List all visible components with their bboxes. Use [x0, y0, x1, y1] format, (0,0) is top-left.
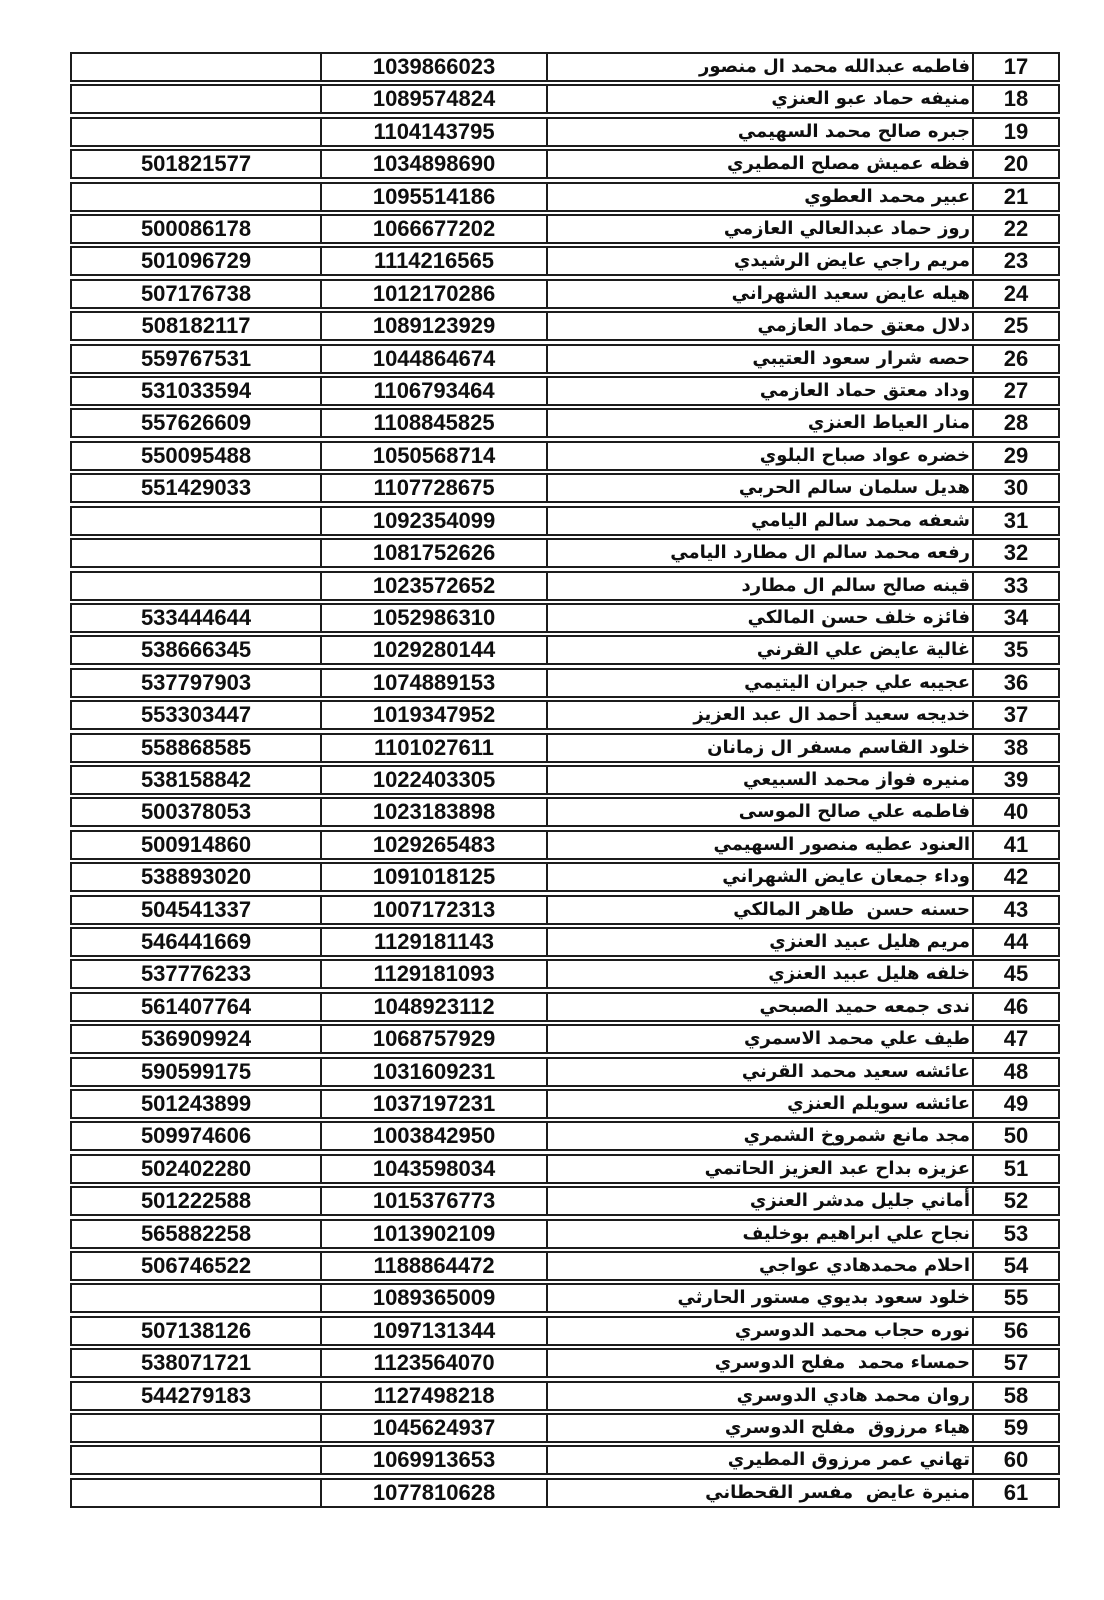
phone-number-cell: 509974606 [72, 1123, 322, 1149]
name-cell: عائشه سعيد محمد القرني [548, 1059, 974, 1085]
id-number-cell: 1097131344 [322, 1318, 548, 1344]
table-row [70, 959, 1060, 989]
name-cell: قينه صالح سالم ال مطارد [548, 573, 974, 599]
table-row [70, 571, 1060, 601]
row-number-cell: 53 [1003, 1220, 1029, 1246]
id-number-cell: 1107728675 [322, 475, 548, 501]
row-number-cell: 22 [1003, 216, 1029, 242]
id-number-cell: 1023572652 [322, 573, 548, 599]
name-cell: نجاح علي ابراهيم بوخليف [548, 1221, 974, 1247]
id-number-cell: 1129181143 [322, 929, 548, 955]
name-cell: منار العياط العنزي [548, 410, 974, 436]
row-number-cell: 60 [1003, 1447, 1029, 1473]
id-number-cell: 1108845825 [322, 410, 548, 436]
names-roster-table [70, 52, 1060, 1508]
table-row [70, 182, 1060, 212]
phone-number-cell: 501096729 [72, 248, 322, 274]
row-number-cell: 32 [1003, 540, 1029, 566]
row-number-cell: 38 [1003, 734, 1029, 760]
id-number-cell: 1048923112 [322, 994, 548, 1020]
phone-number-cell: 533444644 [72, 605, 322, 631]
name-cell: خلفه هليل عبيد العنزي [548, 961, 974, 987]
id-number-cell: 1029280144 [322, 637, 548, 663]
phone-number-cell: 544279183 [72, 1383, 322, 1409]
table-row [70, 84, 1060, 114]
name-cell: دلال معتق حماد العازمي [548, 313, 974, 339]
phone-number-cell [72, 1447, 322, 1473]
phone-number-cell: 538666345 [72, 637, 322, 663]
id-number-cell: 1089123929 [322, 313, 548, 339]
id-number-cell: 1104143795 [322, 119, 548, 145]
table-row [70, 1121, 1060, 1151]
table-row [70, 1024, 1060, 1054]
id-number-cell: 1013902109 [322, 1221, 548, 1247]
name-cell: فاطمه علي صالح الموسى [548, 799, 974, 825]
phone-number-cell: 536909924 [72, 1026, 322, 1052]
name-cell: خديجه سعيد أحمد ال عبد العزيز [548, 702, 974, 728]
phone-number-cell [72, 573, 322, 599]
row-number-cell: 39 [1003, 766, 1029, 792]
id-number-cell: 1089365009 [322, 1285, 548, 1311]
id-number-cell: 1092354099 [322, 508, 548, 534]
id-number-cell: 1101027611 [322, 735, 548, 761]
row-number-cell: 52 [1003, 1188, 1029, 1214]
table-row [70, 506, 1060, 536]
table-row [70, 1154, 1060, 1184]
id-number-cell: 1044864674 [322, 346, 548, 372]
phone-number-cell: 590599175 [72, 1059, 322, 1085]
row-number-cell: 49 [1003, 1091, 1029, 1116]
name-cell: فائزه خلف حسن المالكي [548, 605, 974, 631]
table-row [70, 538, 1060, 568]
name-cell: عجيبه علي جبران اليتيمي [548, 670, 974, 696]
row-number-cell: 34 [1003, 604, 1029, 630]
phone-number-cell [72, 540, 322, 566]
name-cell: منيره فواز محمد السبيعي [548, 767, 974, 793]
table-row [70, 733, 1060, 763]
name-cell: وداء جمعان عايض الشهراني [548, 864, 974, 890]
id-number-cell: 1089574824 [322, 86, 548, 112]
id-number-cell: 1029265483 [322, 832, 548, 858]
name-cell: عبير محمد العطوي [548, 184, 974, 210]
table-row [70, 117, 1060, 147]
phone-number-cell: 501222588 [72, 1188, 322, 1214]
table-row [70, 149, 1060, 179]
table-row [70, 246, 1060, 276]
name-cell: العنود عطيه منصور السهيمي [548, 832, 974, 858]
phone-number-cell: 537776233 [72, 961, 322, 987]
row-number-cell: 42 [1003, 864, 1029, 890]
name-cell: حسنه حسن طاهر المالكي [548, 897, 974, 923]
id-number-cell: 1034898690 [322, 151, 548, 177]
table-row [70, 765, 1060, 795]
phone-number-cell [72, 119, 322, 145]
row-number-cell: 30 [1003, 475, 1029, 501]
phone-number-cell: 559767531 [72, 346, 322, 372]
row-number-cell: 43 [1003, 896, 1029, 922]
phone-number-cell [72, 508, 322, 534]
table-row [70, 1251, 1060, 1281]
id-number-cell: 1052986310 [322, 605, 548, 631]
table-row [70, 700, 1060, 730]
phone-number-cell: 501821577 [72, 151, 322, 177]
id-number-cell: 1127498218 [322, 1383, 548, 1409]
table-row [70, 1478, 1060, 1508]
row-number-cell: 36 [1003, 669, 1029, 695]
phone-number-cell: 502402280 [72, 1156, 322, 1182]
row-number-cell: 56 [1003, 1317, 1029, 1343]
table-row [70, 603, 1060, 633]
phone-number-cell: 531033594 [72, 378, 322, 404]
id-number-cell: 1023183898 [322, 799, 548, 825]
table-row [70, 1219, 1060, 1249]
phone-number-cell: 501243899 [72, 1091, 322, 1117]
phone-number-cell: 551429033 [72, 475, 322, 501]
table-row [70, 927, 1060, 957]
row-number-cell: 28 [1003, 410, 1029, 436]
id-number-cell: 1043598034 [322, 1156, 548, 1182]
phone-number-cell: 565882258 [72, 1221, 322, 1247]
phone-number-cell: 500378053 [72, 799, 322, 825]
name-cell: عائشه سويلم العنزي [548, 1091, 974, 1117]
phone-number-cell: 550095488 [72, 443, 322, 469]
phone-number-cell: 507176738 [72, 281, 322, 307]
row-number-cell: 61 [1003, 1479, 1029, 1505]
table-row [70, 635, 1060, 665]
row-number-cell: 29 [1003, 442, 1029, 468]
table-row [70, 992, 1060, 1022]
row-number-cell: 31 [1003, 507, 1029, 533]
phone-number-cell: 537797903 [72, 670, 322, 696]
id-number-cell: 1012170286 [322, 281, 548, 307]
name-cell: جبره صالح محمد السهيمي [548, 119, 974, 145]
id-number-cell: 1123564070 [322, 1350, 548, 1376]
id-number-cell: 1031609231 [322, 1059, 548, 1085]
name-cell: مجد مانع شمروخ الشمري [548, 1123, 974, 1149]
table-row [70, 830, 1060, 860]
id-number-cell: 1003842950 [322, 1123, 548, 1149]
name-cell: أماني جليل مدشر العنزي [548, 1188, 974, 1214]
row-number-cell: 35 [1003, 637, 1029, 663]
phone-number-cell: 538158842 [72, 767, 322, 793]
id-number-cell: 1095514186 [322, 184, 548, 210]
phone-number-cell: 538071721 [72, 1350, 322, 1376]
name-cell: هيله عايض سعيد الشهراني [548, 281, 974, 307]
row-number-cell: 55 [1003, 1285, 1029, 1311]
name-cell: خضره عواد صباح البلوي [548, 443, 974, 469]
table-row [70, 279, 1060, 309]
phone-number-cell: 557626609 [72, 410, 322, 436]
table-row [70, 473, 1060, 503]
name-cell: منيفه حماد عبو العنزي [548, 86, 974, 112]
table-row [70, 344, 1060, 374]
table-row [70, 408, 1060, 438]
table-row [70, 862, 1060, 892]
row-number-cell: 45 [1003, 961, 1029, 987]
table-row [70, 1283, 1060, 1313]
id-number-cell: 1045624937 [322, 1415, 548, 1441]
row-number-cell: 59 [1003, 1415, 1029, 1441]
name-cell: هياء مرزوق مفلح الدوسري [548, 1415, 974, 1441]
id-number-cell: 1114216565 [322, 248, 548, 274]
name-cell: ندى جمعه حميد الصبحي [548, 994, 974, 1020]
row-number-cell: 51 [1003, 1155, 1029, 1181]
phone-number-cell [72, 1415, 322, 1441]
id-number-cell: 1066677202 [322, 216, 548, 242]
phone-number-cell: 538893020 [72, 864, 322, 890]
name-cell: حمساء محمد مفلح الدوسري [548, 1350, 974, 1376]
name-cell: حصه شرار سعود العتيبي [548, 346, 974, 372]
name-cell: مريم هليل عبيد العنزي [548, 929, 974, 955]
table-row [70, 1348, 1060, 1378]
id-number-cell: 1106793464 [322, 378, 548, 404]
name-cell: هديل سلمان سالم الحربي [548, 475, 974, 501]
name-cell: احلام محمدهادي عواجي [548, 1253, 974, 1279]
name-cell: وداد معتق حماد العازمي [548, 378, 974, 404]
phone-number-cell: 558868585 [72, 735, 322, 761]
phone-number-cell: 504541337 [72, 897, 322, 923]
name-cell: شعفه محمد سالم اليامي [548, 508, 974, 534]
row-number-cell: 25 [1003, 313, 1029, 339]
table-row [70, 311, 1060, 341]
name-cell: خلود القاسم مسفر ال زمانان [548, 735, 974, 761]
row-number-cell: 44 [1003, 928, 1029, 954]
phone-number-cell: 553303447 [72, 702, 322, 728]
row-number-cell: 57 [1003, 1350, 1029, 1376]
name-cell: فاطمه عبدالله محمد ال منصور [548, 54, 974, 80]
phone-number-cell [72, 1285, 322, 1311]
table-row [70, 1186, 1060, 1216]
name-cell: منيرة عايض مفسر القحطاني [548, 1480, 974, 1506]
id-number-cell: 1007172313 [322, 897, 548, 923]
phone-number-cell [72, 54, 322, 80]
name-cell: خلود سعود بديوي مستور الحارثي [548, 1285, 974, 1311]
row-number-cell: 40 [1003, 799, 1029, 825]
id-number-cell: 1074889153 [322, 670, 548, 696]
id-number-cell: 1081752626 [322, 540, 548, 566]
phone-number-cell: 561407764 [72, 994, 322, 1020]
row-number-cell: 24 [1003, 280, 1029, 306]
name-cell: تهاني عمر مرزوق المطيري [548, 1447, 974, 1473]
id-number-cell: 1068757929 [322, 1026, 548, 1052]
id-number-cell: 1050568714 [322, 443, 548, 469]
row-number-cell: 27 [1003, 378, 1029, 404]
row-number-cell: 26 [1003, 345, 1029, 371]
phone-number-cell [72, 86, 322, 112]
row-number-cell: 19 [1003, 118, 1029, 144]
name-cell: فظه عميش مصلح المطيري [548, 151, 974, 177]
id-number-cell: 1019347952 [322, 702, 548, 728]
id-number-cell: 1037197231 [322, 1091, 548, 1117]
table-row [70, 1413, 1060, 1443]
phone-number-cell [72, 1480, 322, 1506]
row-number-cell: 58 [1003, 1382, 1029, 1408]
phone-number-cell: 500914860 [72, 832, 322, 858]
row-number-cell: 21 [1003, 183, 1029, 209]
name-cell: روز حماد عبدالعالي العازمي [548, 216, 974, 242]
row-number-cell: 47 [1003, 1026, 1029, 1052]
name-cell: رفعه محمد سالم ال مطارد اليامي [548, 540, 974, 566]
id-number-cell: 1039866023 [322, 54, 548, 80]
table-row [70, 214, 1060, 244]
row-number-cell: 18 [1003, 86, 1029, 112]
row-number-cell: 37 [1003, 702, 1029, 728]
row-number-cell: 23 [1003, 248, 1029, 274]
table-row [70, 52, 1060, 82]
table-row [70, 797, 1060, 827]
phone-number-cell: 508182117 [72, 313, 322, 339]
name-cell: عزيزه بداح عبد العزيز الحاتمي [548, 1156, 974, 1182]
phone-number-cell: 506746522 [72, 1253, 322, 1279]
name-cell: نوره حجاب محمد الدوسري [548, 1318, 974, 1344]
phone-number-cell: 500086178 [72, 216, 322, 242]
id-number-cell: 1069913653 [322, 1447, 548, 1473]
id-number-cell: 1129181093 [322, 961, 548, 987]
table-row [70, 668, 1060, 698]
row-number-cell: 54 [1003, 1253, 1029, 1279]
row-number-cell: 48 [1003, 1058, 1029, 1084]
row-number-cell: 50 [1003, 1123, 1029, 1149]
table-row [70, 1316, 1060, 1346]
name-cell: طيف علي محمد الاسمري [548, 1026, 974, 1052]
row-number-cell: 46 [1003, 993, 1029, 1019]
table-row [70, 1445, 1060, 1475]
table-row [70, 376, 1060, 406]
row-number-cell: 33 [1003, 572, 1029, 598]
id-number-cell: 1188864472 [322, 1253, 548, 1279]
phone-number-cell: 546441669 [72, 929, 322, 955]
phone-number-cell: 507138126 [72, 1318, 322, 1344]
table-row [70, 441, 1060, 471]
table-row [70, 1089, 1060, 1119]
phone-number-cell [72, 184, 322, 210]
table-row [70, 1381, 1060, 1411]
id-number-cell: 1015376773 [322, 1188, 548, 1214]
table-row [70, 1057, 1060, 1087]
name-cell: غالية عايض علي القرني [548, 637, 974, 663]
name-cell: روان محمد هادي الدوسري [548, 1383, 974, 1409]
row-number-cell: 20 [1003, 151, 1029, 177]
row-number-cell: 17 [1003, 54, 1029, 79]
name-cell: مريم راجي عايض الرشيدي [548, 248, 974, 274]
id-number-cell: 1022403305 [322, 767, 548, 793]
id-number-cell: 1077810628 [322, 1480, 548, 1506]
id-number-cell: 1091018125 [322, 864, 548, 890]
table-row [70, 895, 1060, 925]
row-number-cell: 41 [1003, 831, 1029, 857]
